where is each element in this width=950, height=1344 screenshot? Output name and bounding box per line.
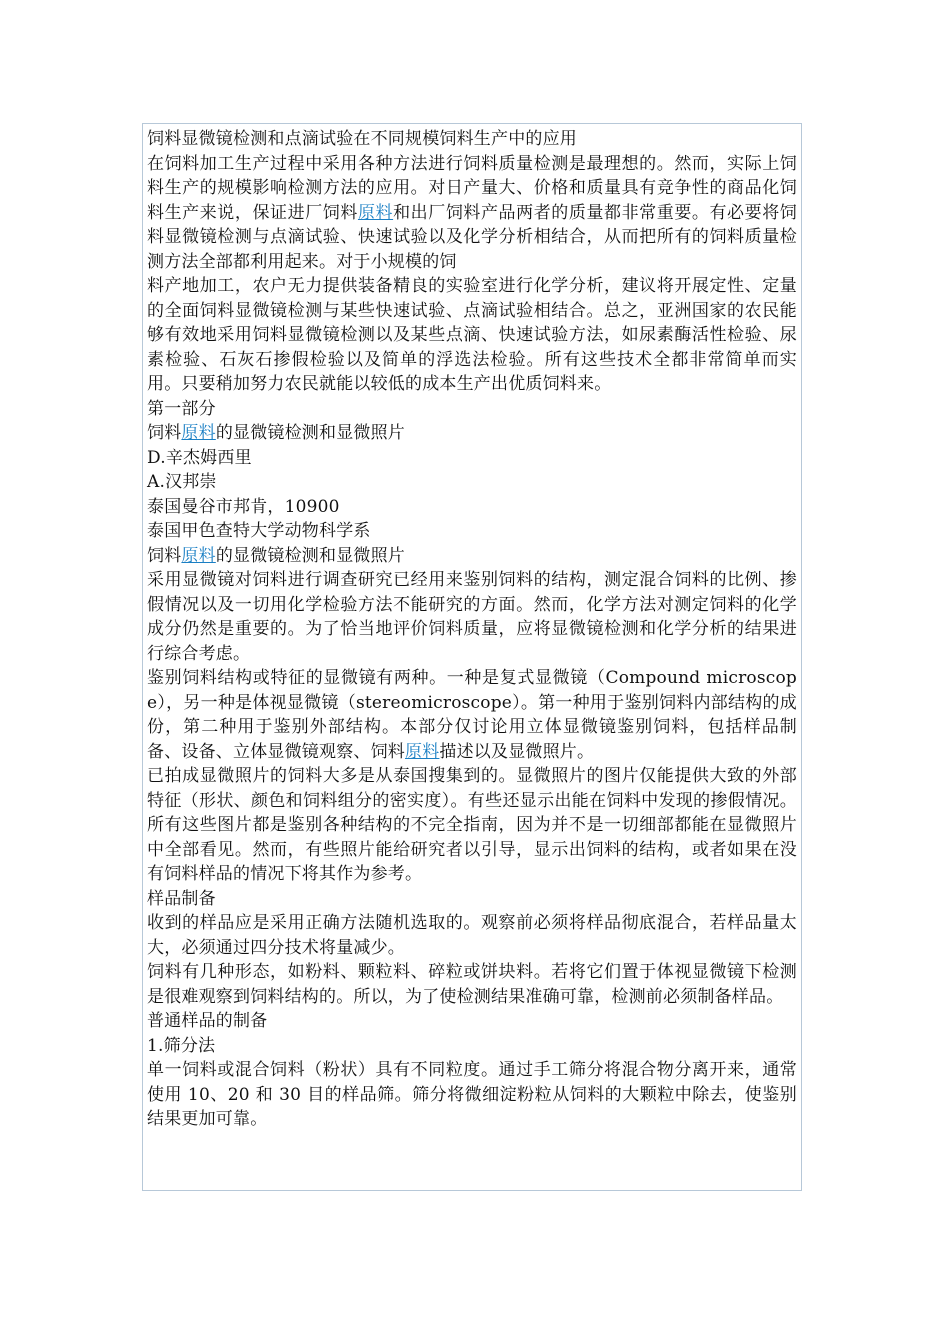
raw-material-link[interactable]: 原料 xyxy=(181,423,216,443)
document-frame xyxy=(142,123,802,1191)
address-1: 泰国曼谷市邦肯，10900 xyxy=(147,496,340,517)
text-run: 饲料 xyxy=(147,423,182,443)
body-paragraph-6: 单一饲料或混合饲料（粉状）具有不同粒度。通过手工筛分将混合物分离开来，通常使用 10、20 和 30 目的样品筛。筛分将微细淀粉粒从饲料的大颗粒中除去，使鉴别结果更加可靠。 xyxy=(147,1060,797,1129)
text-run: 和出厂饲料产品两者的质量都非常重要。有必要将饲料显微镜检测与点滴试验、快速试验以及化学分析相结合，从而把所有的饲料质量检测方法全部都利用起来。对于小规模的饲 xyxy=(147,202,797,272)
text-run: 在饲料加工生产过程中采用各种方法进行饲料质量检测是最理想的。然而，实际上饲料生产的规模影响检测方法的应用。对日产量大、价格和质量具有竞争性的商品化饲料生产来说，保证进厂饲料 xyxy=(147,153,797,223)
text-run: 鉴别饲料结构或特征的显微镜有两种。一种是复式显微镜（Compound microscope），另一种是体视显微镜（stereomicroscope）。第一种用于鉴别饲料内部结构的成份，第二种用于鉴别外部结构。本部分仅讨论用立体显微镜鉴别饲料，包括样品制备、设备、立体显微镜观察、饲料 xyxy=(147,668,797,762)
body-paragraph-4: 收到的样品应是采用正确方法随机选取的。观察前必须将样品彻底混合，若样品量太大，必须通过四分技术将量减少。 xyxy=(147,913,797,958)
section-heading-sieving: 1.筛分法 xyxy=(147,1035,216,1056)
intro-paragraph-1 xyxy=(147,152,797,275)
document-title: 饲料显微镜检测和点滴试验在不同规模饲料生产中的应用 xyxy=(147,129,577,149)
section-heading-common-prep: 普通样品的制备 xyxy=(147,1011,268,1031)
text-run: 饲料 xyxy=(147,545,182,566)
subtitle-2 xyxy=(147,544,797,569)
subtitle-1 xyxy=(147,421,797,446)
text-run: 的显微镜检测和显微照片 xyxy=(215,423,406,443)
section-heading-sample-prep: 样品制备 xyxy=(147,888,216,909)
address-2: 泰国甲色查特大学动物科学系 xyxy=(147,521,371,541)
raw-material-link[interactable]: 原料 xyxy=(181,545,216,566)
intro-paragraph-2: 料产地加工，农户无力提供装备精良的实验室进行化学分析，建议将开展定性、定量的全面饲料显微镜检测与某些快速试验、点滴试验相结合。总之，亚洲国家的农民能够有效地采用饲料显微镜检测以及某些点滴、快速试验方法，如尿素酶活性检验、尿素检验、石灰石掺假检验以及简单的浮选法检验。所有这些技术全都非常简单而实用。只要稍加努力农民就能以较低的成本生产出优质饲料来。 xyxy=(147,276,797,394)
part-heading: 第一部分 xyxy=(147,398,216,419)
text-run: 描述以及显微照片。 xyxy=(439,741,595,762)
body-paragraph-5: 饲料有几种形态，如粉料、颗粒料、碎粒或饼块料。若将它们置于体视显微镜下检测是很难观察到饲料结构的。所以，为了使检测结果准确可靠，检测前必须制备样品。 xyxy=(147,962,797,1007)
raw-material-link[interactable]: 原料 xyxy=(405,741,440,762)
body-paragraph-1: 采用显微镜对饲料进行调查研究已经用来鉴别饲料的结构，测定混合饲料的比例、掺假情况以及一切用化学检验方法不能研究的方面。然而，化学方法对测定饲料的化学成分仍然是重要的。为了恰当地评价饲料质量，应将显微镜检测和化学分析的结果进行综合考虑。 xyxy=(147,570,797,664)
author-1: D.辛杰姆西里 xyxy=(147,447,252,468)
body-paragraph-3: 已拍成显微照片的饲料大多是从泰国搜集到的。显微照片的图片仅能提供大致的外部特征（形状、颜色和饲料组分的密实度）。有些还显示出能在饲料中发现的掺假情况。所有这些图片都是鉴别各种结构的不完全指南，因为并不是一切细部都能在显微照片中全部看见。然而，有些照片能给研究者以引导，显示出饲料的结构，或者如果在没有饲料样品的情况下将其作为参考。 xyxy=(147,766,797,884)
body-paragraph-2 xyxy=(147,666,797,764)
text-run: 的显微镜检测和显微照片 xyxy=(215,545,406,566)
raw-material-link[interactable]: 原料 xyxy=(357,202,394,223)
author-2: A.汉邦崇 xyxy=(147,472,217,492)
